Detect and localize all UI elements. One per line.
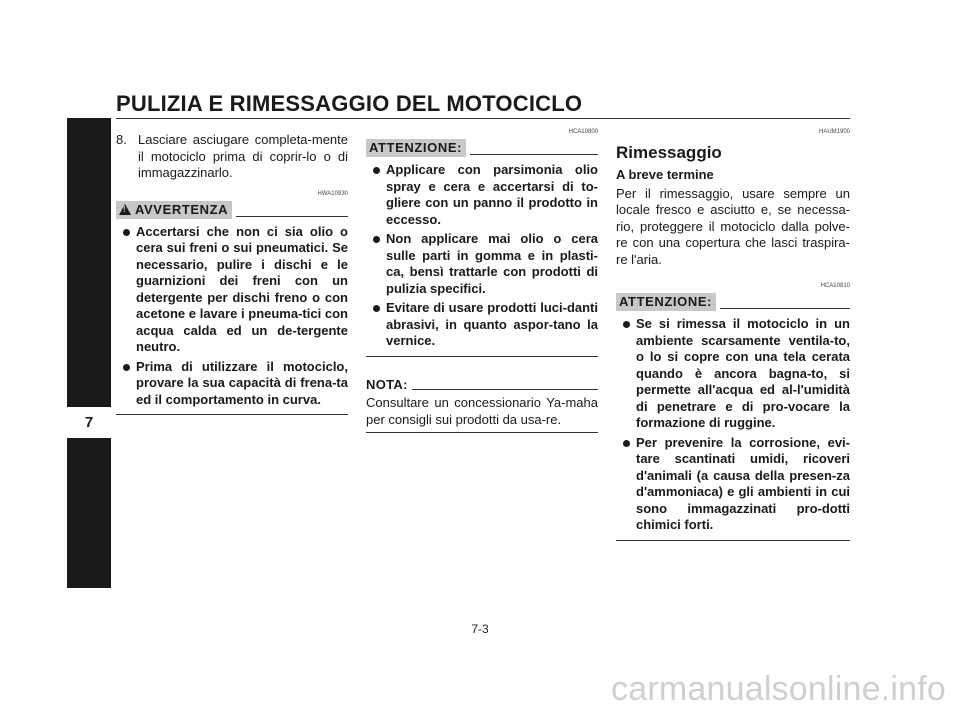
warning-label-rule [236, 216, 348, 217]
caution-list [366, 162, 598, 350]
warning-end-rule [116, 414, 348, 415]
caution-code: HCA10800 [568, 129, 598, 135]
page-title: PULIZIA E RIMESSAGGIO DEL MOTOCICLO [116, 91, 583, 116]
column-left [116, 128, 348, 415]
chapter-bar-top [67, 118, 111, 407]
warning-label-box [116, 201, 232, 219]
section-subheading: A breve termine [616, 167, 714, 182]
note-label: NOTA: [366, 376, 408, 392]
section-heading: Rimessaggio [616, 143, 722, 162]
section-text: Per il rimessaggio, usare sempre un locale fresco e asciutto e, se necessa-rio, proteggere il motociclo dalla polve-re con una copertura che lasci traspira-re l'aria. [616, 185, 850, 267]
caution-end-rule-2 [616, 540, 850, 541]
warning-label: AVVERTENZA [135, 201, 229, 217]
warning-item: Accertarsi che non ci sia olio o cera sui freni o sui pneumatici. Se necessario, pulire i dischi e le guarnizioni dei freni con un detergente per dischi freno o con acetone e lavare i pneuma-tici con acqua calda ed un de-tergente neutro. [116, 224, 348, 356]
warning-item: Prima di utilizzare il motociclo, provare la sua capacità di frena-ta ed il comportamento in curva. [116, 359, 348, 409]
caution-label-rule [470, 154, 598, 155]
note-header [366, 377, 598, 394]
warning-triangle-icon [119, 204, 131, 215]
column-middle [366, 128, 598, 433]
caution-code-2: HCA10810 [820, 283, 850, 289]
caution-item: Applicare con parsimonia olio spray e cera e accertarsi di to-gliere con un panno il prodotto in eccesso. [366, 162, 598, 228]
column-right [616, 128, 850, 541]
step-number: 8. [116, 132, 127, 147]
caution-label: ATTENZIONE: [366, 139, 466, 157]
caution-item-2: Se si rimessa il motociclo in un ambiente scarsamente ventila-to, o lo si copre con una tela cerata quando è ancora bagna-to, si permette all'acqua ed al-l'umidità di penetrare e di pro-vocare la formazione di ruggine. [616, 316, 850, 432]
caution-label-2: ATTENZIONE: [616, 293, 716, 311]
section-code: HAUM1900 [818, 129, 850, 135]
step-text: Lasciare asciugare completa-mente il motociclo prima di coprir-lo o di immagazzinarlo. [138, 132, 348, 180]
title-divider [116, 118, 850, 119]
warning-code: HWA10930 [317, 190, 348, 197]
page-number: 7-3 [471, 622, 489, 636]
caution-item: Evitare di usare prodotti luci-danti abrasivi, in quanto aspor-tano la vernice. [366, 300, 598, 350]
caution-label-rule-2 [720, 308, 850, 309]
chapter-tab: 7 [67, 409, 111, 436]
caution-item: Non applicare mai olio o cera sulle parti in gomma e in plasti-ca, bensì trattarle con prodotti di pulizia specifici. [366, 231, 598, 297]
warning-header [116, 201, 348, 219]
caution-header [366, 139, 598, 157]
note-label-rule [412, 389, 598, 390]
note-end-rule [366, 432, 598, 433]
warning-list [116, 224, 348, 409]
caution-item-2: Per prevenire la corrosione, evi-tare scantinati umidi, ricoveri d'animali (a causa della presen-za d'ammoniaca) e gli ambienti in cui sono immagazzinati pro-dotti chimici forti. [616, 435, 850, 534]
watermark: carmanualsonline.info [611, 670, 946, 708]
caution-header-2 [616, 293, 850, 311]
note-text: Consultare un concessionario Ya-maha per consigli sui prodotti da usa-re. [366, 395, 598, 427]
caution-end-rule [366, 356, 598, 357]
caution-list-2 [616, 316, 850, 534]
chapter-bar-bottom [67, 438, 111, 588]
step-item [116, 132, 348, 182]
